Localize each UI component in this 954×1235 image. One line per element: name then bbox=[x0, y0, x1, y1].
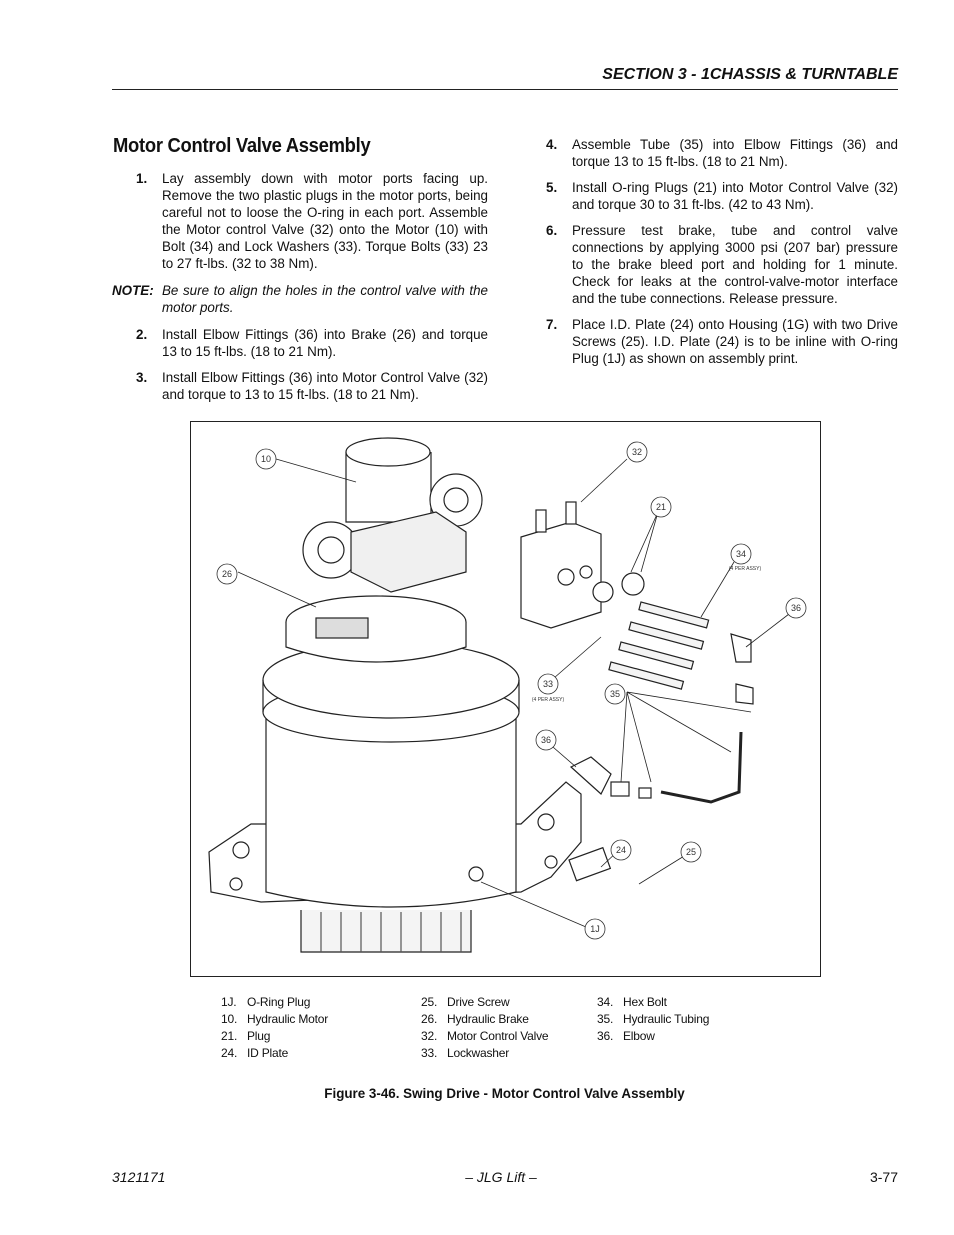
callout-label: 35 bbox=[609, 689, 621, 699]
callout-label: 32 bbox=[631, 447, 643, 457]
step-text: Assemble Tube (35) into Elbow Fittings (36) and torque 13 to 15 ft-lbs. (18 to 21 Nm). bbox=[572, 137, 898, 169]
legend-item: 36. Elbow bbox=[597, 1029, 655, 1043]
legend-item: 25. Drive Screw bbox=[421, 995, 510, 1009]
step-text: Pressure test brake, tube and control valve connections by applying 3000 psi (207 bar) pressure to the brake bleed port and holding for 1 minute. Check for leaks at the control-valve-motor interface and the tube connections. Release pressure. bbox=[572, 223, 898, 306]
figure-caption: Figure 3-46. Swing Drive - Motor Control Valve Assembly bbox=[324, 1086, 685, 1101]
footer-page-number: 3-77 bbox=[869, 1169, 898, 1185]
legend-item: 24. ID Plate bbox=[221, 1046, 289, 1060]
legend-col-1 bbox=[221, 994, 328, 1062]
note-text: Be sure to align the holes in the control valve with the motor ports. bbox=[162, 283, 488, 315]
step-number: 1. bbox=[136, 171, 148, 186]
callout-label: 21 bbox=[655, 502, 667, 512]
header-rule bbox=[112, 89, 898, 90]
right-column bbox=[522, 136, 898, 376]
callout-label: 1J bbox=[590, 924, 600, 934]
callout-note: (4 PER ASSY) bbox=[531, 697, 565, 703]
legend-col-2 bbox=[421, 994, 548, 1062]
legend-item: 21. Plug bbox=[221, 1029, 271, 1043]
step-6 bbox=[522, 222, 898, 307]
callout-label: 36 bbox=[540, 735, 552, 745]
page-title: Motor Control Valve Assembly bbox=[113, 135, 371, 157]
step-7 bbox=[522, 316, 898, 367]
legend-item: 32. Motor Control Valve bbox=[421, 1029, 549, 1043]
step-number: 5. bbox=[546, 180, 558, 195]
step-5 bbox=[522, 179, 898, 213]
footer-center: – JLG Lift – bbox=[465, 1169, 537, 1185]
step-text: Install Elbow Fittings (36) into Motor Control Valve (32) and torque to 13 to 15 ft-lbs. (18 to 21 Nm). bbox=[162, 370, 488, 402]
step-text: Install O-ring Plugs (21) into Motor Control Valve (32) and torque 30 to 31 ft-lbs. (42 to 43 Nm). bbox=[572, 180, 898, 212]
callout-label: 24 bbox=[615, 845, 627, 855]
step-number: 6. bbox=[546, 223, 558, 238]
step-number: 2. bbox=[136, 327, 148, 342]
callout-note: (4 PER ASSY) bbox=[728, 566, 762, 572]
legend-item: 34. Hex Bolt bbox=[597, 995, 667, 1009]
legend-item: 33. Lockwasher bbox=[421, 1046, 510, 1060]
step-2 bbox=[112, 326, 488, 360]
footer-doc-number: 3121171 bbox=[112, 1169, 166, 1185]
note-label: NOTE: bbox=[112, 283, 154, 298]
legend-item: 35. Hydraulic Tubing bbox=[597, 1012, 710, 1026]
callout-label: 34 bbox=[735, 549, 747, 559]
step-4 bbox=[522, 136, 898, 170]
callout-label: 10 bbox=[260, 454, 272, 464]
step-text: Lay assembly down with motor ports facing up. Remove the two plastic plugs in the motor ports, being careful not to loose the O-ring in each port. Assemble the Motor control Valve (32) onto the Motor (10) with Bolt (34) and Lock Washers (33). Torque Bolts (33) 23 to 27 ft-lbs. (32 to 38 Nm). bbox=[162, 171, 488, 271]
legend-col-3 bbox=[597, 994, 709, 1045]
legend-item: 10. Hydraulic Motor bbox=[221, 1012, 329, 1026]
step-number: 7. bbox=[546, 317, 558, 332]
step-number: 3. bbox=[136, 370, 148, 385]
note bbox=[112, 282, 488, 316]
section-header: SECTION 3 - 1CHASSIS & TURNTABLE bbox=[602, 66, 898, 83]
legend-item: 1J. O-Ring Plug bbox=[221, 995, 311, 1009]
callout-label: 26 bbox=[221, 569, 233, 579]
step-text: Install Elbow Fittings (36) into Brake (26) and torque 13 to 15 ft-lbs. (18 to 21 Nm). bbox=[162, 327, 488, 359]
step-number: 4. bbox=[546, 137, 558, 152]
step-text: Place I.D. Plate (24) onto Housing (1G) with two Drive Screws (25). I.D. Plate (24) is to be inline with O-ring Plug (1J) as shown on assembly print. bbox=[572, 317, 898, 366]
step-1 bbox=[112, 170, 488, 272]
step-3 bbox=[112, 369, 488, 403]
left-column bbox=[112, 170, 488, 412]
callout-label: 36 bbox=[790, 603, 802, 613]
legend-item: 26. Hydraulic Brake bbox=[421, 1012, 529, 1026]
callout-label: 25 bbox=[685, 847, 697, 857]
callout-label: 33 bbox=[542, 679, 554, 689]
assembly-figure bbox=[190, 421, 821, 977]
assembly-drawing bbox=[191, 422, 819, 975]
